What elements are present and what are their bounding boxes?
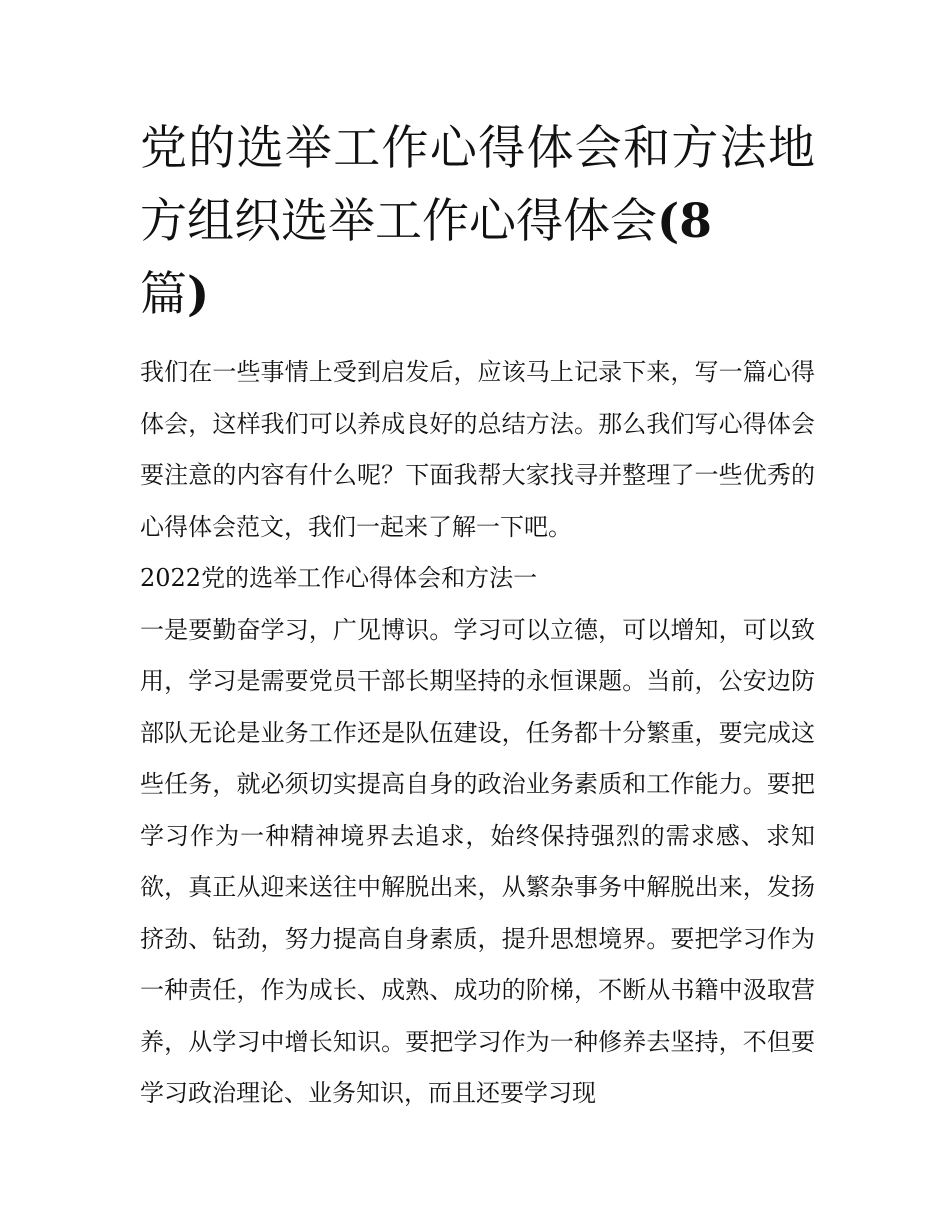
title-end-b: ) — [187, 267, 210, 322]
intro-paragraph: 我们在一些事情上受到启发后，应该马上记录下来，写一篇心得体会，这样我们可以养成良好的总结方法。那么我们写心得体会要注意的内容有什么呢？下面我帮大家找寻并整理了一些优秀的心得体会范文，我们一起来了解一下吧。 — [140, 358, 815, 541]
title-paren: (8 — [657, 194, 712, 249]
title-end-a: 篇 — [140, 267, 187, 322]
document-title — [140, 112, 815, 331]
title-main: 党的选举工作心得体会和方法地方组织选举工作心得体会 — [140, 121, 815, 249]
section-heading: 2022党的选举工作心得体会和方法一 — [140, 564, 538, 592]
section-paragraph: 一是要勤奋学习，广见博识。学习可以立德，可以增知，可以致用，学习是需要党员干部长期坚持的永恒课题。当前，公安边防部队无论是业务工作还是队伍建设，任务都十分繁重，要完成这些任务，就必须切实提高自身的政治业务素质和工作能力。要把学习作为一种精神境界去追求，始终保持强烈的需求感、求知欲，真正从迎来送往中解脱出来，从繁杂事务中解脱出来，发扬挤劲、钻劲，努力提高自身素质，提升思想境界。要把学习作为一种责任，作为成长、成熟、成功的阶梯，不断从书籍中汲取营养，从学习中增长知识。要把学习作为一种修养去坚持，不但要学习政治理论、业务知识，而且还要学习现 — [140, 615, 815, 1107]
document-page — [140, 112, 815, 1120]
